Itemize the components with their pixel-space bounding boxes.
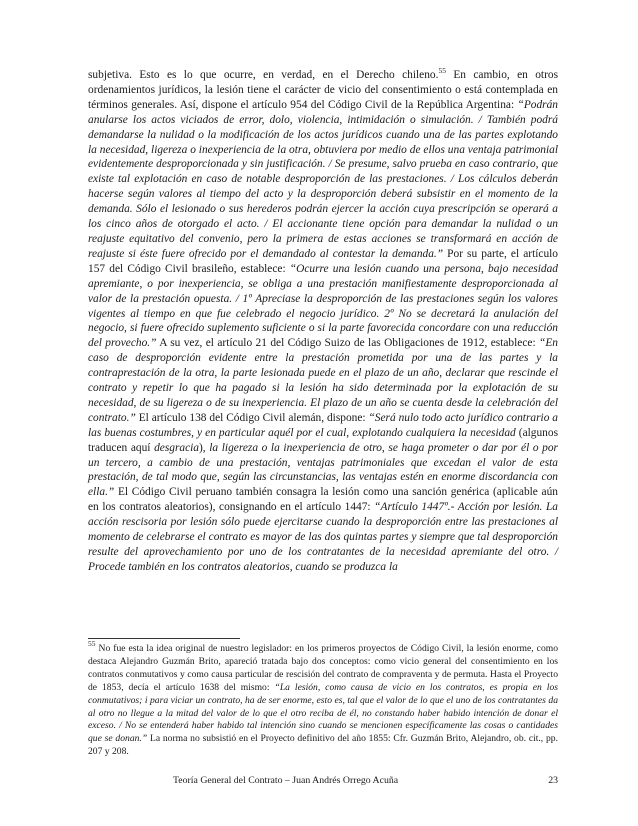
quoted-article-text: “Ocurre una lesión cuando una persona, bajo necesidad apremiante, o por inexperiencia, se obliga a una prestación manifiestamente desproporcionada al valor de la prestación opuesta. / 1º Apreciase la desproporción de las prestaciones según los valores vigentes al tiempo en que fue celebrado el negocio jurídico. 2º No se decretará la anulación del negocio, si fuere ofrecido suplemento suficiente o si la parte favorecida concordare con una reducción del provecho.”: [88, 262, 558, 350]
quoted-article-text: “En caso de desproporción evidente entre la prestación prometida por una de las partes y la contraprestación de la otra, la parte lesionada puede en el plazo de un año, declarar que rescinde el contrato y repetir lo que ha pagado si la lesión ha sido determinada por la explotación de su necesidad, de su ligereza o de su inexperiencia. El plazo de un año se cuenta desde la celebración del contrato.”: [88, 337, 559, 424]
quoted-article-text: la ligereza o la inexperiencia de otro, se haga prometer o dar por él o por un tercero, a cambio de una prestación, ventajas patrimoniales que excedan el valor de esta prestación, de tal modo que, según las circunstancias, las ventajas estén en enorme discordancia con ella.”: [88, 441, 558, 499]
quoted-article-text: “La lesión, como causa de vicio en los contratos, es propia en los conmutativos; i para viciar un contrato, ha de ser enorme, esto es, tal que el valor de lo que el uno de los contratantes da al otro no llegue a la mitad del valor de lo que el otro reciba de él, no constando haber habido intención de donar el exceso. / No se entenderá haber habido tal intención sino cuando se mencionen específicamente las cosas o cantidades que se donan.”: [88, 681, 559, 745]
page-number: 23: [548, 775, 558, 786]
footnote-marker: 55: [438, 66, 446, 75]
text-run: (algunos traducen aquí: [88, 426, 558, 454]
body-paragraph: [88, 68, 558, 575]
quoted-article-text: “Será nulo todo acto jurídico contrario a las buenas costumbres, y en particular aquél por el cual, explotando cualquiera la necesidad: [88, 411, 558, 439]
text-run: La norma no subsistió en el Proyecto definitivo del año 1855: Cfr. Guzmán Brito, Alejandro, ob. cit., pp. 207 y 208.: [88, 733, 558, 758]
text-run: En cambio, en otros ordenamientos jurídicos, la lesión tiene el carácter de vicio del consentimiento o está contemplada en términos generales. Así, dispone el artículo 954 del Código Civil de la República Argentina:: [88, 69, 559, 111]
text-run: No fue esta la idea original de nuestro legislador: en los primeros proyectos de Código Civil, la lesión enorme, como destaca Alejandro Guzmán Brito, apareció tratada bajo dos conceptos: como vicio general del consentimiento en los contratos conmutativos y como causa particular de rescisión del contrato de compraventa y de permuta. Hasta el Proyecto de 1853, decía el artículo 1638 del mismo:: [88, 643, 558, 693]
text-run: El artículo 138 del Código Civil alemán, dispone:: [135, 411, 369, 424]
page-footer: [88, 775, 558, 789]
text-run: subjetiva. Esto es lo que ocurre, en verdad, en el Derecho chileno.: [88, 69, 439, 81]
quoted-article-text: “Artículo 1447º.- Acción por lesión. La acción rescisoria por lesión sólo puede ejercitarse cuando la desproporción entre las prestaciones al momento de celebrarse el contrato es mayor de las dos quintas partes y siempre que tal desproporción resulte del aprovechamiento por uno de los contratantes de la necesidad apremiante del otro. / Procede también en los contratos aleatorios, cuando se produzca la: [88, 501, 558, 573]
text-run: ),: [199, 441, 210, 454]
text-run: Por su parte, el artículo 157 del Código Civil brasileño, establece:: [88, 247, 559, 275]
footnote-separator: [88, 638, 240, 639]
quoted-article-text: “Podrán anularse los actos viciados de error, dolo, violencia, intimidación o simulación. / También podrá demandarse la nulidad o la modificación de los actos jurídicos cuando una de las partes explotando la necesidad, ligereza o inexperiencia de la otra, obtuviera por medio de ellos una ventaja patrimonial evidentemente desproporcionada y sin justificación. / Se presume, salvo prueba en caso contrario, que existe tal explotación en caso de notable desproporción de las prestaciones. / Los cálculos deberán hacerse según valores al tiempo del acto y la desproporción deberá subsistir en el momento de la demanda. Sólo el lesionado o sus herederos podrán ejercer la acción cuya prescripción se operará a los cinco años de otorgado el acto. / El accionante tiene opción para demandar la nulidad o un reajuste equitativo del convenio, pero la primera de estas acciones se transformará en acción de reajuste si éste fuere ofrecido por el demandado al contestar la demanda.”: [88, 98, 558, 260]
page-content: [88, 68, 558, 575]
footnote-marker: 55: [88, 639, 96, 648]
text-run: A su vez, el artículo 21 del Código Suizo de las Obligaciones de 1912, establece:: [156, 337, 540, 350]
footnote-55: [88, 639, 559, 759]
text-run: El Código Civil peruano también consagra la lesión como una sanción genérica (aplicable aún en los contratos aleatorios), consignando en el artículo 1447:: [88, 486, 558, 514]
quoted-article-text: desgracia: [154, 441, 199, 454]
footer-title: Teoría General del Contrato – Juan Andrés Orrego Acuña: [173, 775, 399, 786]
